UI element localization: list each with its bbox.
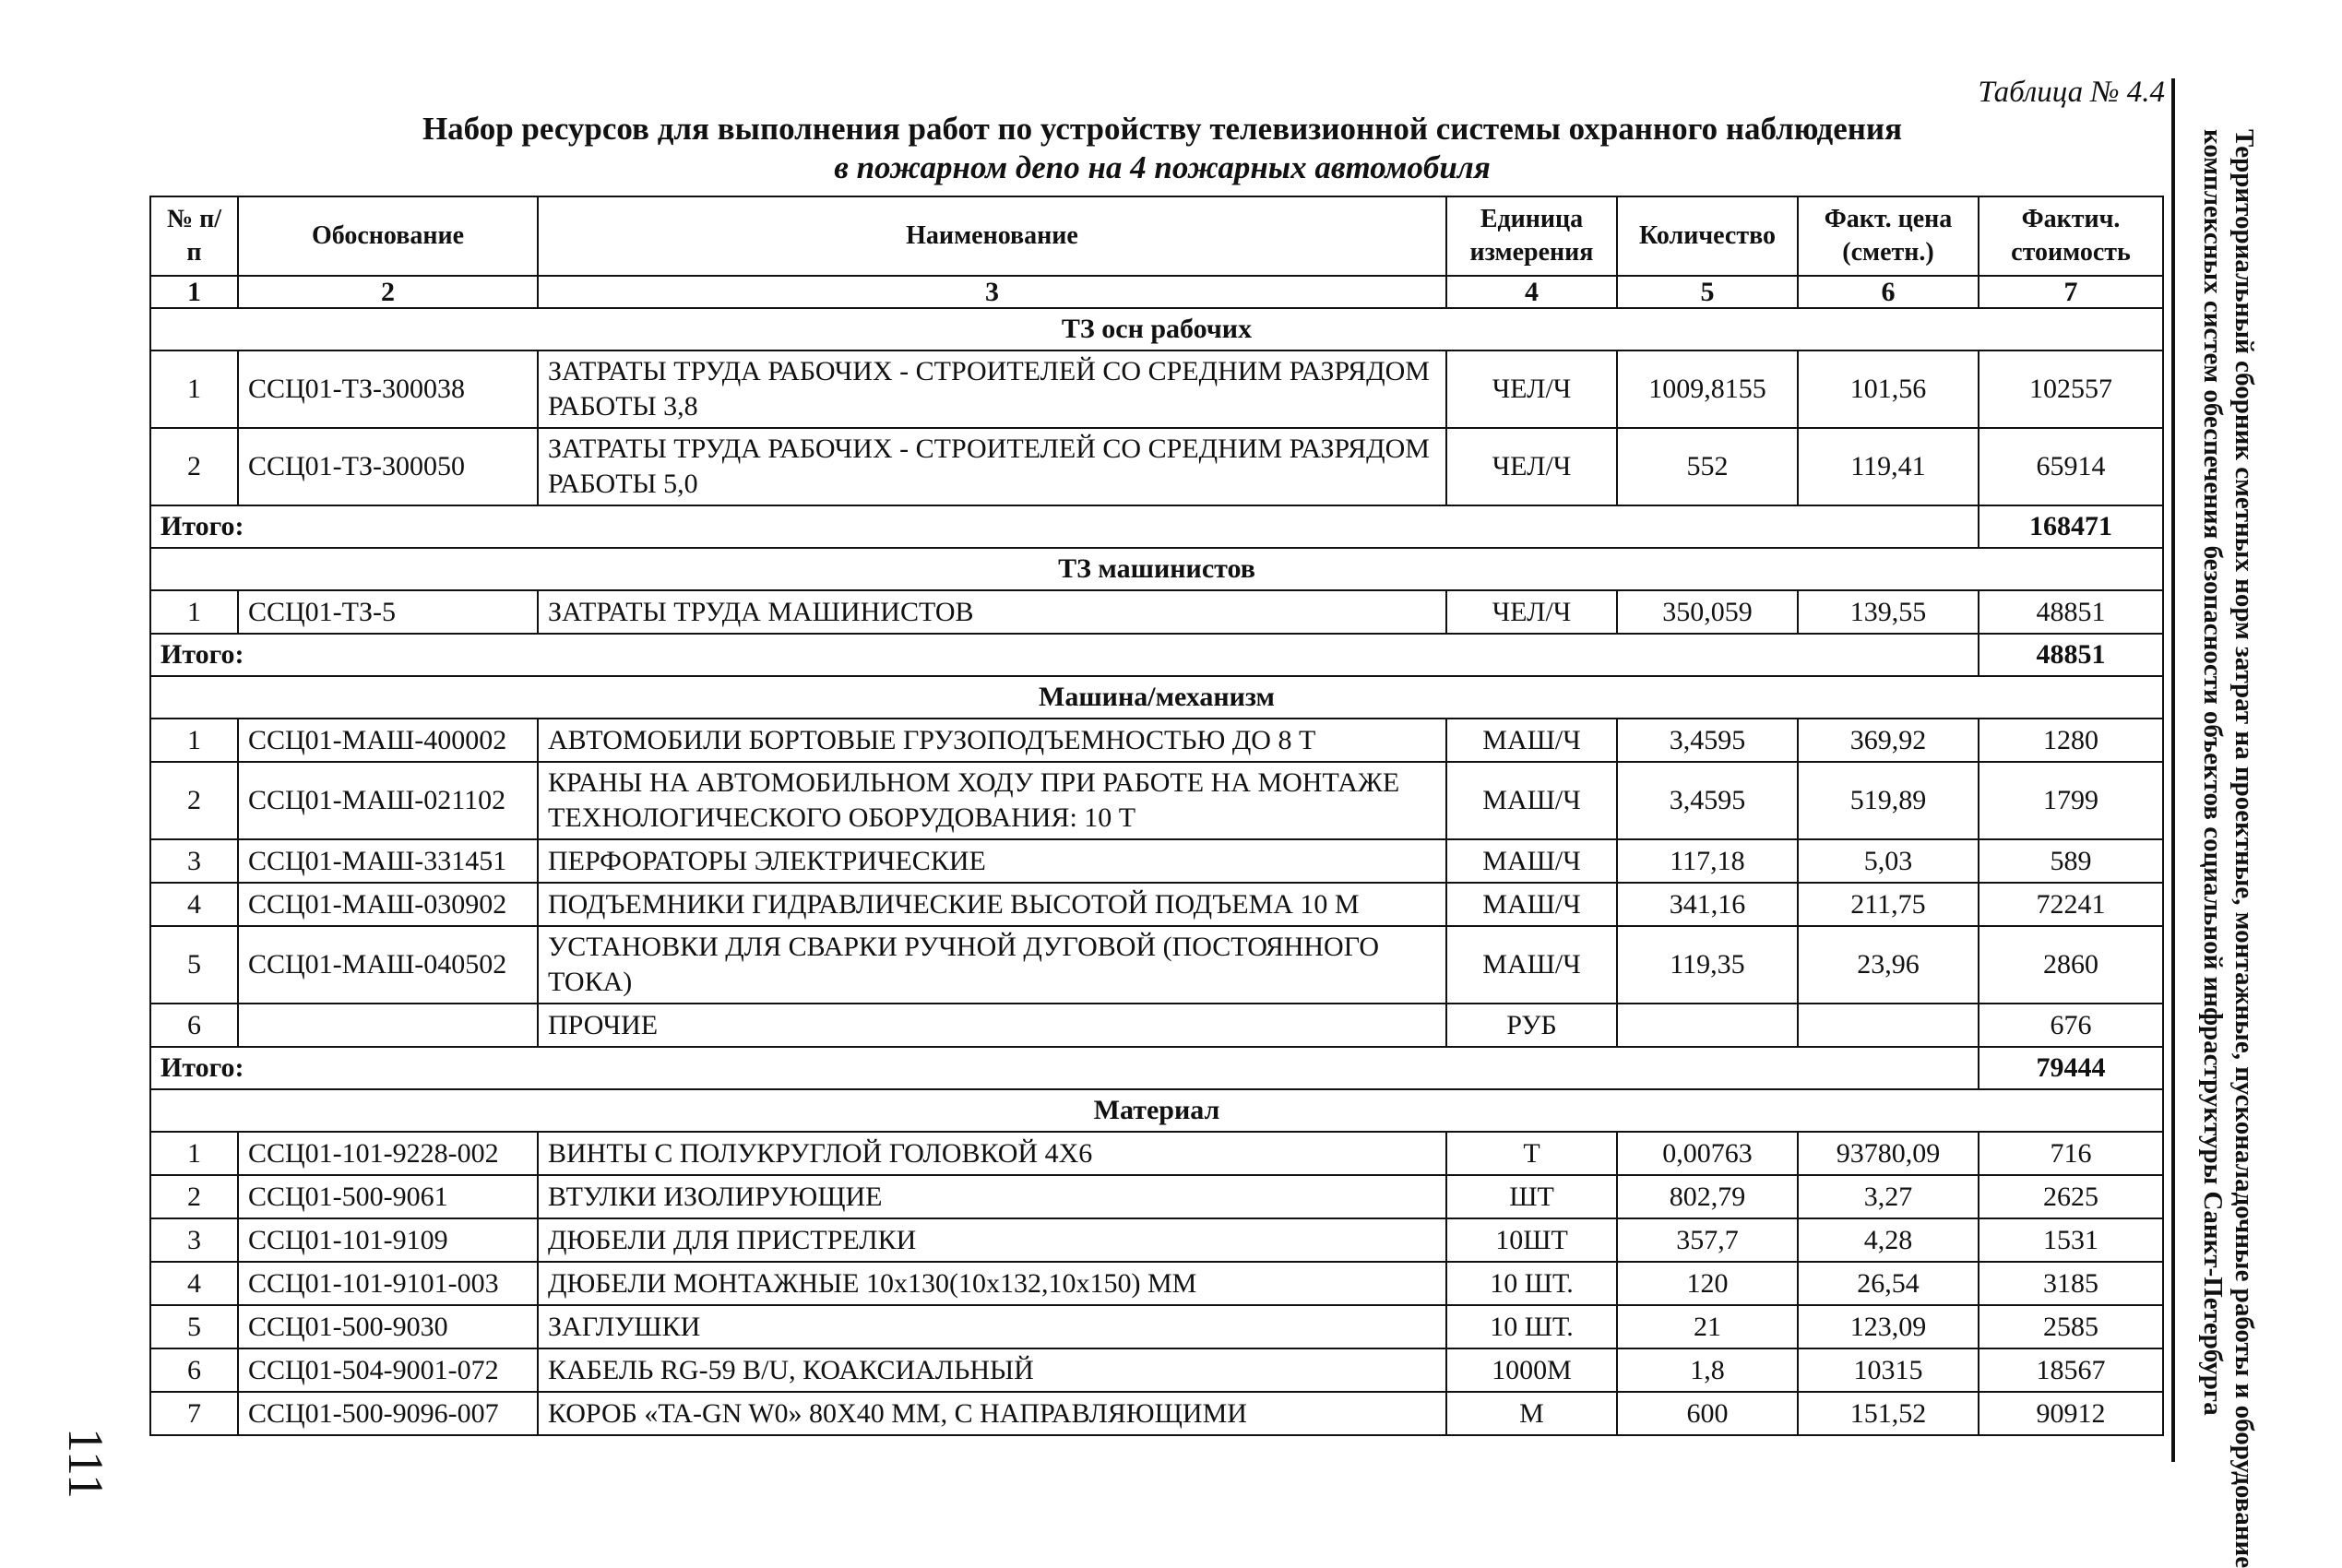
price-cell: 151,52 [1798, 1392, 1979, 1435]
cost-cell: 1280 [1979, 719, 2163, 762]
row-number-cell: 3 [150, 1218, 238, 1262]
unit-cell: МАШ/Ч [1446, 762, 1617, 839]
total-row [150, 1047, 2163, 1089]
quantity-cell: 1,8 [1617, 1348, 1798, 1392]
quantity-cell: 357,7 [1617, 1218, 1798, 1262]
price-cell: 23,96 [1798, 926, 1979, 1004]
table-row [150, 1348, 2163, 1392]
total-label: Итого: [150, 505, 1979, 548]
price-cell: 26,54 [1798, 1262, 1979, 1305]
name-cell: ЗАТРАТЫ ТРУДА РАБОЧИХ - СТРОИТЕЛЕЙ СО СРЕДНИМ РАЗРЯДОМ РАБОТЫ 3,8 [538, 350, 1446, 428]
quantity-cell: 1009,8155 [1617, 350, 1798, 428]
name-cell: ЗАГЛУШКИ [538, 1305, 1446, 1348]
row-number-cell: 3 [150, 839, 238, 883]
section-header-row [150, 548, 2163, 590]
unit-cell: Т [1446, 1132, 1617, 1175]
name-cell: ПОДЪЕМНИКИ ГИДРАВЛИЧЕСКИЕ ВЫСОТОЙ ПОДЪЕМА 10 М [538, 883, 1446, 926]
resource-table [149, 196, 2164, 1436]
header-cell: Единица измерения [1446, 196, 1617, 276]
name-cell: ДЮБЕЛИ МОНТАЖНЫЕ 10х130(10х132,10х150) ММ [538, 1262, 1446, 1305]
total-row [150, 634, 2163, 676]
quantity-cell: 3,4595 [1617, 762, 1798, 839]
table-row [150, 719, 2163, 762]
row-number-cell: 2 [150, 1175, 238, 1218]
quantity-cell [1617, 1004, 1798, 1047]
unit-cell: ШТ [1446, 1175, 1617, 1218]
section-header-row [150, 308, 2163, 350]
total-label: Итого: [150, 1047, 1979, 1089]
table-row [150, 590, 2163, 634]
basis-cell: ССЦ01-500-9096-007 [238, 1392, 538, 1435]
basis-cell: ССЦ01-МАШ-040502 [238, 926, 538, 1004]
basis-cell: ССЦ01-101-9228-002 [238, 1132, 538, 1175]
unit-cell: 10 ШТ. [1446, 1305, 1617, 1348]
quantity-cell: 552 [1617, 428, 1798, 505]
total-value: 168471 [1979, 505, 2163, 548]
row-number-cell: 5 [150, 1305, 238, 1348]
price-cell: 5,03 [1798, 839, 1979, 883]
side-caption-line-2: комплексных систем обеспечения безопасности объектов социальной инфраструктуры Санкт-Петербурга [2198, 129, 2228, 1416]
price-cell: 101,56 [1798, 350, 1979, 428]
price-cell: 4,28 [1798, 1218, 1979, 1262]
header-cell: Наименование [538, 196, 1446, 276]
cost-cell: 90912 [1979, 1392, 2163, 1435]
cost-cell: 1799 [1979, 762, 2163, 839]
name-cell: ЗАТРАТЫ ТРУДА МАШИНИСТОВ [538, 590, 1446, 634]
row-number-cell: 1 [150, 350, 238, 428]
name-cell: ВИНТЫ С ПОЛУКРУГЛОЙ ГОЛОВКОЙ 4Х6 [538, 1132, 1446, 1175]
cost-cell: 102557 [1979, 350, 2163, 428]
row-number-cell: 5 [150, 926, 238, 1004]
table-row [150, 1132, 2163, 1175]
quantity-cell: 350,059 [1617, 590, 1798, 634]
column-number-cell: 2 [238, 276, 538, 308]
table-row [150, 1175, 2163, 1218]
unit-cell: МАШ/Ч [1446, 719, 1617, 762]
basis-cell: ССЦ01-ТЗ-300038 [238, 350, 538, 428]
price-cell: 3,27 [1798, 1175, 1979, 1218]
cost-cell: 65914 [1979, 428, 2163, 505]
quantity-cell: 120 [1617, 1262, 1798, 1305]
table-row [150, 926, 2163, 1004]
cost-cell: 589 [1979, 839, 2163, 883]
table-row [150, 428, 2163, 505]
row-number-cell: 1 [150, 590, 238, 634]
section-title: ТЗ машинистов [150, 548, 2163, 590]
total-value: 79444 [1979, 1047, 2163, 1089]
cost-cell: 72241 [1979, 883, 2163, 926]
price-cell [1798, 1004, 1979, 1047]
name-cell: КАБЕЛЬ RG-59 B/U, КОАКСИАЛЬНЫЙ [538, 1348, 1446, 1392]
header-row [150, 196, 2163, 276]
price-cell: 369,92 [1798, 719, 1979, 762]
header-cell: Фактич. стоимость [1979, 196, 2163, 276]
header-cell: Обоснование [238, 196, 538, 276]
column-number-cell: 6 [1798, 276, 1979, 308]
unit-cell: ЧЕЛ/Ч [1446, 590, 1617, 634]
header-cell: Факт. цена (сметн.) [1798, 196, 1979, 276]
table-row [150, 1218, 2163, 1262]
unit-cell: РУБ [1446, 1004, 1617, 1047]
row-number-cell: 4 [150, 883, 238, 926]
row-number-cell: 1 [150, 1132, 238, 1175]
price-cell: 123,09 [1798, 1305, 1979, 1348]
basis-cell: ССЦ01-МАШ-331451 [238, 839, 538, 883]
name-cell: ПЕРФОРАТОРЫ ЭЛЕКТРИЧЕСКИЕ [538, 839, 1446, 883]
unit-cell: МАШ/Ч [1446, 883, 1617, 926]
unit-cell: 1000М [1446, 1348, 1617, 1392]
row-number-cell: 6 [150, 1004, 238, 1047]
table-row [150, 350, 2163, 428]
basis-cell: ССЦ01-ТЗ-300050 [238, 428, 538, 505]
price-cell: 211,75 [1798, 883, 1979, 926]
table-row [150, 762, 2163, 839]
cost-cell: 2625 [1979, 1175, 2163, 1218]
side-caption-line-1: Территориальный сборник сметных норм затрат на проектные, монтажные, пусконаладочные работы и оборудование [2229, 129, 2259, 1568]
basis-cell: ССЦ01-500-9061 [238, 1175, 538, 1218]
column-number-cell: 3 [538, 276, 1446, 308]
price-cell: 10315 [1798, 1348, 1979, 1392]
unit-cell: 10 ШТ. [1446, 1262, 1617, 1305]
total-label: Итого: [150, 634, 1979, 676]
section-title: Материал [150, 1089, 2163, 1132]
total-value: 48851 [1979, 634, 2163, 676]
unit-cell: ЧЕЛ/Ч [1446, 350, 1617, 428]
column-number-cell: 4 [1446, 276, 1617, 308]
cost-cell: 18567 [1979, 1348, 2163, 1392]
basis-cell: ССЦ01-101-9101-003 [238, 1262, 538, 1305]
name-cell: ЗАТРАТЫ ТРУДА РАБОЧИХ - СТРОИТЕЛЕЙ СО СРЕДНИМ РАЗРЯДОМ РАБОТЫ 5,0 [538, 428, 1446, 505]
section-title: Машина/механизм [150, 676, 2163, 719]
row-number-cell: 2 [150, 762, 238, 839]
quantity-cell: 21 [1617, 1305, 1798, 1348]
document-title: Набор ресурсов для выполнения работ по устройству телевизионной системы охранного наблюдения [422, 111, 1903, 147]
basis-cell [238, 1004, 538, 1047]
name-cell: УСТАНОВКИ ДЛЯ СВАРКИ РУЧНОЙ ДУГОВОЙ (ПОСТОЯННОГО ТОКА) [538, 926, 1446, 1004]
table-row [150, 883, 2163, 926]
cost-cell: 1531 [1979, 1218, 2163, 1262]
table-number-label: Таблица № 4.4 [1978, 76, 2165, 109]
column-number-row [150, 276, 2163, 308]
basis-cell: ССЦ01-500-9030 [238, 1305, 538, 1348]
table-row [150, 1004, 2163, 1047]
basis-cell: ССЦ01-101-9109 [238, 1218, 538, 1262]
row-number-cell: 6 [150, 1348, 238, 1392]
table-row [150, 839, 2163, 883]
price-cell: 519,89 [1798, 762, 1979, 839]
margin-rule [2171, 78, 2175, 1462]
cost-cell: 48851 [1979, 590, 2163, 634]
header-cell: № п/п [150, 196, 238, 276]
total-row [150, 505, 2163, 548]
quantity-cell: 600 [1617, 1392, 1798, 1435]
table-row [150, 1392, 2163, 1435]
cost-cell: 2860 [1979, 926, 2163, 1004]
price-cell: 139,55 [1798, 590, 1979, 634]
quantity-cell: 802,79 [1617, 1175, 1798, 1218]
unit-cell: ЧЕЛ/Ч [1446, 428, 1617, 505]
column-number-cell: 1 [150, 276, 238, 308]
row-number-cell: 7 [150, 1392, 238, 1435]
cost-cell: 3185 [1979, 1262, 2163, 1305]
unit-cell: 10ШТ [1446, 1218, 1617, 1262]
document-subtitle: в пожарном депо на 4 пожарных автомобиля [834, 149, 1491, 185]
price-cell: 93780,09 [1798, 1132, 1979, 1175]
basis-cell: ССЦ01-504-9001-072 [238, 1348, 538, 1392]
page-number: 111 [58, 1428, 113, 1499]
header-cell: Количество [1617, 196, 1798, 276]
basis-cell: ССЦ01-МАШ-021102 [238, 762, 538, 839]
table-row [150, 1305, 2163, 1348]
section-header-row [150, 1089, 2163, 1132]
quantity-cell: 0,00763 [1617, 1132, 1798, 1175]
cost-cell: 2585 [1979, 1305, 2163, 1348]
name-cell: ВТУЛКИ ИЗОЛИРУЮЩИЕ [538, 1175, 1446, 1218]
basis-cell: ССЦ01-МАШ-030902 [238, 883, 538, 926]
row-number-cell: 4 [150, 1262, 238, 1305]
row-number-cell: 1 [150, 719, 238, 762]
table-row [150, 1262, 2163, 1305]
section-header-row [150, 676, 2163, 719]
cost-cell: 716 [1979, 1132, 2163, 1175]
cost-cell: 676 [1979, 1004, 2163, 1047]
quantity-cell: 341,16 [1617, 883, 1798, 926]
column-number-cell: 7 [1979, 276, 2163, 308]
name-cell: ДЮБЕЛИ ДЛЯ ПРИСТРЕЛКИ [538, 1218, 1446, 1262]
unit-cell: МАШ/Ч [1446, 926, 1617, 1004]
column-number-cell: 5 [1617, 276, 1798, 308]
name-cell: ПРОЧИЕ [538, 1004, 1446, 1047]
row-number-cell: 2 [150, 428, 238, 505]
quantity-cell: 119,35 [1617, 926, 1798, 1004]
basis-cell: ССЦ01-ТЗ-5 [238, 590, 538, 634]
unit-cell: МАШ/Ч [1446, 839, 1617, 883]
name-cell: КОРОБ «TA-GN W0» 80X40 ММ, С НАПРАВЛЯЮЩИМИ [538, 1392, 1446, 1435]
unit-cell: М [1446, 1392, 1617, 1435]
name-cell: КРАНЫ НА АВТОМОБИЛЬНОМ ХОДУ ПРИ РАБОТЕ НА МОНТАЖЕ ТЕХНОЛОГИЧЕСКОГО ОБОРУДОВАНИЯ: 10 Т [538, 762, 1446, 839]
quantity-cell: 3,4595 [1617, 719, 1798, 762]
basis-cell: ССЦ01-МАШ-400002 [238, 719, 538, 762]
section-title: ТЗ осн рабочих [150, 308, 2163, 350]
price-cell: 119,41 [1798, 428, 1979, 505]
name-cell: АВТОМОБИЛИ БОРТОВЫЕ ГРУЗОПОДЪЕМНОСТЬЮ ДО 8 Т [538, 719, 1446, 762]
quantity-cell: 117,18 [1617, 839, 1798, 883]
